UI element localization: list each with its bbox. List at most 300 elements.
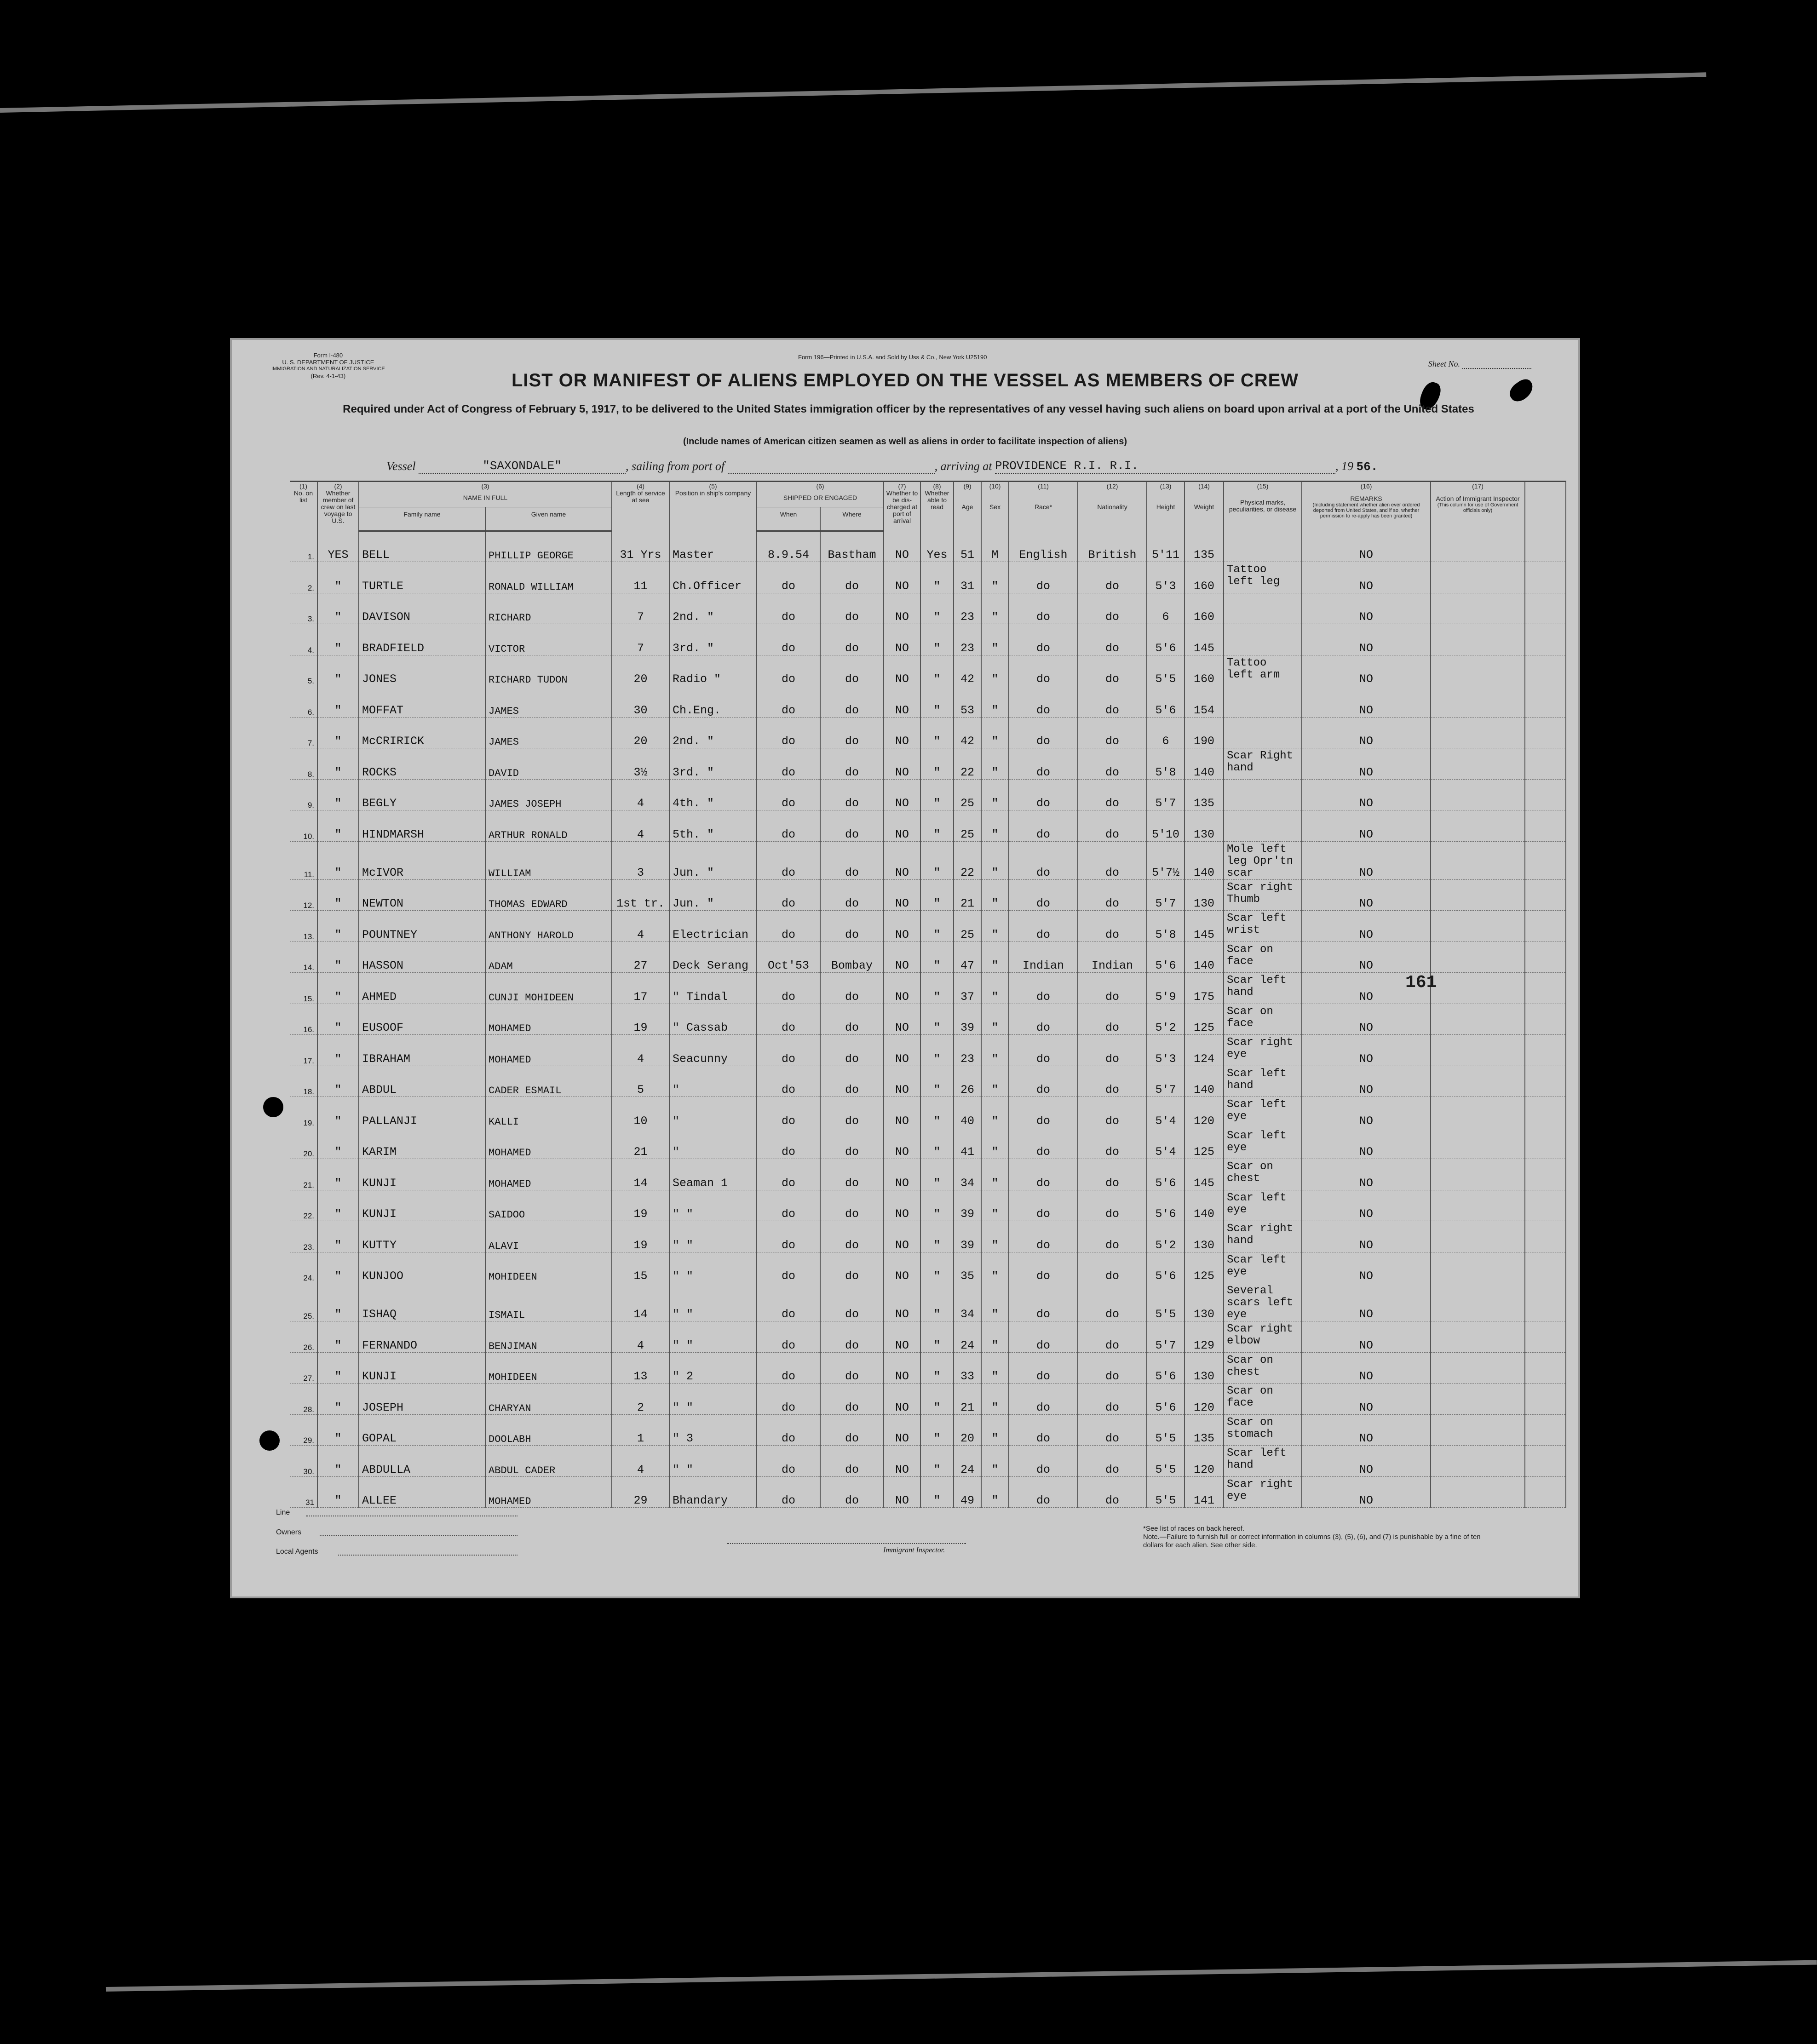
cell-nationality: do [1078, 717, 1147, 748]
cell-previous-voyage: " [317, 1414, 359, 1446]
cell-race: do [1009, 624, 1078, 655]
cell-nationality: do [1078, 1321, 1147, 1353]
cell-shipped-where: do [820, 1221, 884, 1252]
cell-shipped-where: do [820, 593, 884, 624]
cell-position: Seacunny [669, 1035, 757, 1066]
cell-service-length: 11 [612, 562, 669, 593]
cell-shipped-where: do [820, 1097, 884, 1128]
cell-height: 5'10 [1147, 810, 1184, 842]
cell-given-name: PHILLIP GEORGE [485, 531, 612, 562]
cell-blank [1525, 1159, 1566, 1190]
cell-position: " 3 [669, 1414, 757, 1446]
cell-age: 39 [954, 1004, 981, 1035]
cell-blank [1525, 810, 1566, 842]
cell-physical-marks: Scar right eye [1224, 1035, 1302, 1066]
cell-inspector-action [1431, 1221, 1525, 1252]
cell-given-name: RICHARD [485, 593, 612, 624]
cell-service-length: 3½ [612, 748, 669, 780]
cell-remarks: NO [1302, 686, 1431, 718]
cell-given-name: CUNJI MOHIDEEN [485, 973, 612, 1004]
cell-discharged: NO [884, 1128, 920, 1159]
cell-inspector-action [1431, 624, 1525, 655]
cell-inspector-action [1431, 1384, 1525, 1415]
cell-able-to-read: " [920, 1159, 954, 1190]
cell-race: do [1009, 1159, 1078, 1190]
cell-physical-marks: Scar left eye [1224, 1252, 1302, 1283]
inspector-signature-line [727, 1543, 966, 1544]
cell-given-name: ABDUL CADER [485, 1446, 612, 1477]
cell-service-length: 4 [612, 1446, 669, 1477]
cell-position: Radio " [669, 655, 757, 686]
cell-remarks: NO [1302, 942, 1431, 973]
vessel-line: Vessel "SAXONDALE" , sailing from port of , arriving at PROVIDENCE R.I. R.I. , 19 56. [386, 459, 1378, 474]
cell-physical-marks: Scar left hand [1224, 1066, 1302, 1097]
cell-inspector-action [1431, 1476, 1525, 1508]
cell-shipped-where: do [820, 879, 884, 911]
cell-family-name: POUNTNEY [359, 911, 485, 942]
cell-row-number: 23. [290, 1221, 317, 1252]
cell-able-to-read: " [920, 1035, 954, 1066]
cell-age: 47 [954, 942, 981, 973]
col-header-inspector-action: (17) Action of Immigrant Inspector (This column for use of Government officials only) [1431, 482, 1525, 531]
cell-shipped-when: do [757, 1414, 820, 1446]
cell-family-name: KUTTY [359, 1221, 485, 1252]
cell-race: do [1009, 655, 1078, 686]
cell-nationality: do [1078, 655, 1147, 686]
cell-remarks: NO [1302, 562, 1431, 593]
cell-sex: " [981, 1159, 1009, 1190]
cell-age: 31 [954, 562, 981, 593]
cell-race: do [1009, 841, 1078, 879]
cell-shipped-when: do [757, 973, 820, 1004]
cell-blank [1525, 717, 1566, 748]
cell-weight: 125 [1184, 1128, 1224, 1159]
cell-weight: 190 [1184, 717, 1224, 748]
cell-sex: " [981, 1035, 1009, 1066]
cell-weight: 175 [1184, 973, 1224, 1004]
year-value: 56. [1356, 460, 1378, 474]
form-number: Form I-480 [313, 352, 343, 359]
cell-service-length: 4 [612, 1035, 669, 1066]
cell-height: 5'6 [1147, 942, 1184, 973]
table-row [290, 1352, 1566, 1384]
cell-race: do [1009, 1128, 1078, 1159]
cell-physical-marks [1224, 686, 1302, 718]
cell-family-name: McCRIRICK [359, 717, 485, 748]
table-row [290, 1321, 1566, 1353]
cell-previous-voyage: " [317, 1321, 359, 1353]
cell-row-number: 31 [290, 1476, 317, 1508]
cell-age: 24 [954, 1446, 981, 1477]
manifest-page [230, 338, 1580, 1598]
table-row [290, 1476, 1566, 1508]
cell-race: do [1009, 1097, 1078, 1128]
cell-remarks: NO [1302, 879, 1431, 911]
department-name: U. S. DEPARTMENT OF JUSTICE [282, 359, 374, 366]
cell-blank [1525, 1321, 1566, 1353]
cell-physical-marks: Scar left hand [1224, 973, 1302, 1004]
cell-remarks: NO [1302, 1128, 1431, 1159]
cell-given-name: MOHAMED [485, 1476, 612, 1508]
table-row [290, 879, 1566, 911]
cell-inspector-action [1431, 810, 1525, 842]
cell-inspector-action [1431, 879, 1525, 911]
cell-discharged: NO [884, 911, 920, 942]
cell-remarks: NO [1302, 531, 1431, 562]
cell-height: 5'6 [1147, 686, 1184, 718]
cell-physical-marks: Scar on face [1224, 942, 1302, 973]
cell-physical-marks: Scar left hand [1224, 1446, 1302, 1477]
col-header-blank [1525, 482, 1566, 531]
cell-shipped-when: do [757, 1384, 820, 1415]
cell-nationality: do [1078, 1414, 1147, 1446]
cell-able-to-read: " [920, 624, 954, 655]
cell-race: English [1009, 531, 1078, 562]
cell-age: 25 [954, 810, 981, 842]
cell-shipped-when: do [757, 1221, 820, 1252]
cell-given-name: JAMES [485, 686, 612, 718]
cell-able-to-read: " [920, 1066, 954, 1097]
cell-sex: " [981, 624, 1009, 655]
cell-physical-marks [1224, 531, 1302, 562]
cell-discharged: NO [884, 1066, 920, 1097]
cell-blank [1525, 1004, 1566, 1035]
cell-remarks: NO [1302, 1352, 1431, 1384]
cell-previous-voyage: " [317, 973, 359, 1004]
cell-row-number: 1. [290, 531, 317, 562]
cell-physical-marks: Scar left wrist [1224, 911, 1302, 942]
cell-service-length: 30 [612, 686, 669, 718]
cell-age: 21 [954, 1384, 981, 1415]
cell-height: 5'9 [1147, 973, 1184, 1004]
sheet-number: Sheet No. [1428, 359, 1531, 369]
cell-discharged: NO [884, 748, 920, 780]
col-header-position: (5) Position in ship's company [669, 482, 757, 531]
cell-inspector-action [1431, 717, 1525, 748]
cell-inspector-action [1431, 655, 1525, 686]
cell-family-name: ALLEE [359, 1476, 485, 1508]
cell-age: 23 [954, 1035, 981, 1066]
cell-blank [1525, 1414, 1566, 1446]
cell-given-name: WILLIAM [485, 841, 612, 879]
cell-remarks: NO [1302, 1066, 1431, 1097]
cell-able-to-read: " [920, 1252, 954, 1283]
cell-given-name: MOHAMED [485, 1004, 612, 1035]
cell-previous-voyage: " [317, 624, 359, 655]
cell-service-length: 1 [612, 1414, 669, 1446]
cell-service-length: 19 [612, 1190, 669, 1221]
cell-given-name: JAMES JOSEPH [485, 779, 612, 810]
cell-blank [1525, 973, 1566, 1004]
cell-race: do [1009, 911, 1078, 942]
cell-race: do [1009, 1066, 1078, 1097]
document-subtitle: Required under Act of Congress of February 5, 1917, to be delivered to the United States immigration officer by the representatives of any vessel having such aliens on board upon arrival at a port of the United States [343, 403, 1474, 415]
cell-weight: 160 [1184, 593, 1224, 624]
col-header-remarks: (16) REMARKS (Including statement whether alien ever ordered deported from United States, and if so, whether permission to re-apply has been granted) [1302, 482, 1431, 531]
cell-position: " " [669, 1446, 757, 1477]
cell-family-name: KUNJI [359, 1352, 485, 1384]
cell-given-name: CADER ESMAIL [485, 1066, 612, 1097]
cell-sex: " [981, 717, 1009, 748]
cell-service-length: 7 [612, 593, 669, 624]
cell-discharged: NO [884, 879, 920, 911]
table-row [290, 942, 1566, 973]
cell-inspector-action [1431, 911, 1525, 942]
cell-race: do [1009, 1384, 1078, 1415]
cell-height: 5'6 [1147, 1252, 1184, 1283]
cell-given-name: BENJIMAN [485, 1321, 612, 1353]
table-row [290, 1035, 1566, 1066]
cell-shipped-where: do [820, 1004, 884, 1035]
cell-blank [1525, 841, 1566, 879]
cell-shipped-when: do [757, 1004, 820, 1035]
cell-height: 5'6 [1147, 624, 1184, 655]
cell-shipped-when: 8.9.54 [757, 531, 820, 562]
cell-nationality: do [1078, 1066, 1147, 1097]
cell-row-number: 19. [290, 1097, 317, 1128]
cell-service-length: 19 [612, 1004, 669, 1035]
cell-remarks: NO [1302, 911, 1431, 942]
cell-blank [1525, 1066, 1566, 1097]
cell-previous-voyage: " [317, 810, 359, 842]
cell-inspector-action [1431, 748, 1525, 780]
cell-nationality: do [1078, 779, 1147, 810]
cell-nationality: do [1078, 593, 1147, 624]
cell-height: 6 [1147, 593, 1184, 624]
inspector-caption: Immigrant Inspector. [883, 1546, 945, 1554]
cell-height: 5'5 [1147, 1414, 1184, 1446]
col-header-physical-marks: (15) Physical marks, peculiarities, or disease [1224, 482, 1302, 531]
cell-family-name: ISHAQ [359, 1283, 485, 1321]
cell-shipped-when: do [757, 841, 820, 879]
cell-inspector-action [1431, 562, 1525, 593]
cell-previous-voyage: " [317, 1190, 359, 1221]
cell-inspector-action [1431, 942, 1525, 973]
cell-position: 2nd. " [669, 717, 757, 748]
cell-service-length: 5 [612, 1066, 669, 1097]
cell-sex: " [981, 655, 1009, 686]
cell-nationality: do [1078, 624, 1147, 655]
cell-height: 5'11 [1147, 531, 1184, 562]
cell-nationality: do [1078, 911, 1147, 942]
table-row [290, 779, 1566, 810]
cell-previous-voyage: " [317, 879, 359, 911]
cell-able-to-read: Yes [920, 531, 954, 562]
cell-service-length: 27 [612, 942, 669, 973]
cell-able-to-read: " [920, 1321, 954, 1353]
cell-able-to-read: " [920, 911, 954, 942]
cell-physical-marks: Scar on chest [1224, 1159, 1302, 1190]
cell-sex: " [981, 562, 1009, 593]
cell-sex: " [981, 686, 1009, 718]
cell-race: do [1009, 879, 1078, 911]
cell-service-length: 20 [612, 655, 669, 686]
col-header-previous-voyage: (2) Whether member of crew on last voyage to U.S. [317, 482, 359, 531]
cell-family-name: BEGLY [359, 779, 485, 810]
cell-family-name: MOFFAT [359, 686, 485, 718]
cell-race: do [1009, 779, 1078, 810]
cell-weight: 145 [1184, 1159, 1224, 1190]
cell-shipped-when: do [757, 1446, 820, 1477]
cell-inspector-action [1431, 841, 1525, 879]
cell-nationality: do [1078, 1035, 1147, 1066]
cell-position: " " [669, 1190, 757, 1221]
cell-race: do [1009, 1283, 1078, 1321]
cell-age: 53 [954, 686, 981, 718]
cell-weight: 145 [1184, 624, 1224, 655]
cell-shipped-where: do [820, 1321, 884, 1353]
cell-family-name: NEWTON [359, 879, 485, 911]
cell-discharged: NO [884, 1321, 920, 1353]
cell-weight: 154 [1184, 686, 1224, 718]
cell-family-name: AHMED [359, 973, 485, 1004]
cell-position: 5th. " [669, 810, 757, 842]
col-header-where: Where [820, 507, 884, 531]
cell-physical-marks: Scar on face [1224, 1004, 1302, 1035]
cell-position: Master [669, 531, 757, 562]
cell-row-number: 14. [290, 942, 317, 973]
cell-shipped-when: do [757, 717, 820, 748]
cell-sex: " [981, 1066, 1009, 1097]
cell-remarks: NO [1302, 779, 1431, 810]
table-row [290, 1190, 1566, 1221]
cell-discharged: NO [884, 624, 920, 655]
table-row [290, 1097, 1566, 1128]
cell-given-name: RONALD WILLIAM [485, 562, 612, 593]
table-row [290, 1004, 1566, 1035]
cell-able-to-read: " [920, 1004, 954, 1035]
col-header-sex: (10) Sex [981, 482, 1009, 531]
cell-nationality: do [1078, 1352, 1147, 1384]
cell-physical-marks [1224, 624, 1302, 655]
cell-discharged: NO [884, 1384, 920, 1415]
cell-row-number: 22. [290, 1190, 317, 1221]
cell-age: 22 [954, 841, 981, 879]
cell-remarks: NO [1302, 748, 1431, 780]
cell-previous-voyage: " [317, 779, 359, 810]
cell-sex: " [981, 1446, 1009, 1477]
cell-age: 40 [954, 1097, 981, 1128]
cell-age: 24 [954, 1321, 981, 1353]
cell-service-length: 3 [612, 841, 669, 879]
cell-inspector-action [1431, 1035, 1525, 1066]
cell-shipped-when: do [757, 624, 820, 655]
cell-row-number: 26. [290, 1321, 317, 1353]
cell-family-name: JOSEPH [359, 1384, 485, 1415]
cell-discharged: NO [884, 1221, 920, 1252]
cell-service-length: 2 [612, 1384, 669, 1415]
cell-shipped-where: do [820, 686, 884, 718]
cell-service-length: 17 [612, 973, 669, 1004]
cell-given-name: JAMES [485, 717, 612, 748]
footer-owners-field [320, 1535, 518, 1536]
cell-shipped-when: do [757, 1321, 820, 1353]
cell-given-name: MOHAMED [485, 1035, 612, 1066]
cell-shipped-when: do [757, 779, 820, 810]
cell-weight: 130 [1184, 810, 1224, 842]
table-row [290, 1283, 1566, 1321]
cell-previous-voyage: " [317, 1252, 359, 1283]
cell-race: do [1009, 593, 1078, 624]
cell-service-length: 21 [612, 1128, 669, 1159]
cell-previous-voyage: " [317, 1446, 359, 1477]
cell-blank [1525, 1128, 1566, 1159]
footer-line-label: Line [276, 1509, 290, 1516]
cell-position: Bhandary [669, 1476, 757, 1508]
cell-shipped-when: do [757, 1190, 820, 1221]
cell-previous-voyage: " [317, 1221, 359, 1252]
cell-remarks: NO [1302, 841, 1431, 879]
cell-row-number: 16. [290, 1004, 317, 1035]
cell-able-to-read: " [920, 779, 954, 810]
col-header-weight: (14) Weight [1184, 482, 1224, 531]
cell-row-number: 9. [290, 779, 317, 810]
table-row [290, 841, 1566, 879]
cell-physical-marks: Scar on face [1224, 1384, 1302, 1415]
table-row [290, 748, 1566, 780]
table-row [290, 973, 1566, 1004]
col-header-read: (8) Whether able to read [920, 482, 954, 531]
cell-race: do [1009, 748, 1078, 780]
cell-family-name: HASSON [359, 942, 485, 973]
col-header-number: (1) No. on list [290, 482, 317, 531]
cell-row-number: 5. [290, 655, 317, 686]
cell-physical-marks: Scar left eye [1224, 1097, 1302, 1128]
cell-able-to-read: " [920, 973, 954, 1004]
cell-able-to-read: " [920, 1097, 954, 1128]
cell-shipped-when: do [757, 1066, 820, 1097]
cell-row-number: 18. [290, 1066, 317, 1097]
cell-race: do [1009, 1414, 1078, 1446]
cell-blank [1525, 655, 1566, 686]
cell-shipped-when: do [757, 593, 820, 624]
cell-shipped-when: do [757, 1128, 820, 1159]
cell-remarks: NO [1302, 1414, 1431, 1446]
cell-physical-marks: Scar left eye [1224, 1190, 1302, 1221]
cell-height: 5'6 [1147, 1190, 1184, 1221]
cell-family-name: TURTLE [359, 562, 485, 593]
cell-weight: 125 [1184, 1004, 1224, 1035]
cell-blank [1525, 562, 1566, 593]
cell-weight: 145 [1184, 911, 1224, 942]
cell-race: do [1009, 810, 1078, 842]
cell-physical-marks: Scar Right hand [1224, 748, 1302, 780]
cell-row-number: 6. [290, 686, 317, 718]
cell-shipped-where: do [820, 810, 884, 842]
cell-position: 2nd. " [669, 593, 757, 624]
cell-weight: 140 [1184, 748, 1224, 780]
cell-age: 49 [954, 1476, 981, 1508]
cell-given-name: THOMAS EDWARD [485, 879, 612, 911]
cell-family-name: KUNJOO [359, 1252, 485, 1283]
cell-discharged: NO [884, 1352, 920, 1384]
cell-shipped-when: do [757, 1252, 820, 1283]
cell-position: " [669, 1097, 757, 1128]
col-header-name: (3) NAME IN FULL [359, 482, 612, 507]
cell-blank [1525, 686, 1566, 718]
cell-position: " 2 [669, 1352, 757, 1384]
table-row [290, 717, 1566, 748]
cell-previous-voyage: " [317, 1384, 359, 1415]
cell-blank [1525, 748, 1566, 780]
cell-previous-voyage: " [317, 655, 359, 686]
cell-blank [1525, 1097, 1566, 1128]
cell-age: 33 [954, 1352, 981, 1384]
cell-height: 5'4 [1147, 1097, 1184, 1128]
cell-nationality: do [1078, 748, 1147, 780]
cell-family-name: ROCKS [359, 748, 485, 780]
cell-position: Jun. " [669, 841, 757, 879]
